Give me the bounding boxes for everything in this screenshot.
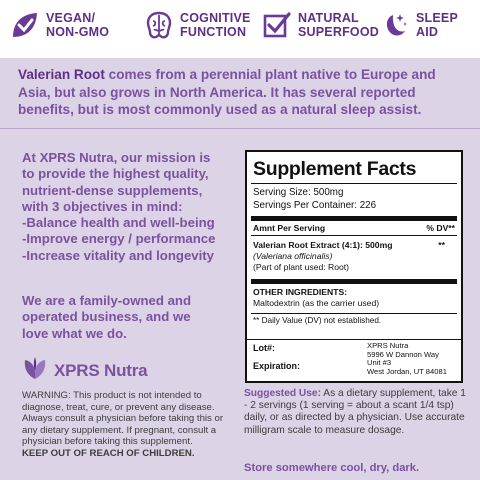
mission-line: -Balance health and well-being: [22, 215, 215, 231]
manufacturer-address: [367, 342, 447, 376]
badge-line2: NON-GMO: [46, 25, 110, 39]
suggested-use: [244, 388, 466, 437]
badge-vegan: [8, 8, 109, 42]
warning-text: [22, 390, 236, 460]
brand-name: XPRS Nutra: [54, 360, 148, 380]
ingredient-dv: **: [438, 240, 445, 250]
mission-line: with 3 objectives in mind:: [22, 198, 183, 214]
mission-statement: [22, 150, 232, 264]
badge-line2: FUNCTION: [180, 25, 247, 39]
lot-label: Lot#:: [253, 343, 275, 353]
warning-body: WARNING: This product is not intended to diagnose, treat, cure, or prevent any disease. Always consult a physician before taking this or any dietary supplement. If pregnant, consult a physician before taking this supplement.: [22, 390, 224, 448]
other-ingredients: [247, 284, 461, 311]
brand-logo: [22, 355, 147, 386]
family-line: operated business, and we: [22, 309, 191, 325]
badge-line2: AID: [416, 25, 439, 39]
intro-paragraph: [18, 66, 466, 119]
address-line: 5996 W Dannon Way: [367, 349, 439, 359]
family-statement: [22, 293, 232, 342]
suggested-use-label: Suggested Use:: [244, 388, 321, 399]
lot-block: [253, 342, 300, 372]
facts-title: Supplement Facts: [253, 158, 417, 180]
other-title: OTHER INGREDIENTS:: [253, 287, 348, 297]
badge-line1: NATURAL: [298, 11, 359, 25]
mission-line: nutrient-dense supplements,: [22, 182, 203, 198]
intro-text: comes from a perennial plant native to Europe and Asia, but also grows in North America. It has several reported benefits, but is most commonly used as a natural sleep assist.: [18, 67, 436, 117]
facts-rule: [247, 339, 461, 340]
feature-badge-bar: [0, 0, 480, 58]
expiration-label: Expiration:: [253, 361, 301, 371]
badge-sleep: [378, 8, 458, 42]
intro-highlight: Valerian Root: [18, 67, 105, 82]
moon-stars-icon: [378, 8, 412, 42]
storage-instructions: Store somewhere cool, dry, dark.: [244, 462, 420, 474]
badge-line1: SLEEP: [416, 11, 458, 25]
other-text: Maltodextrin (as the carrier used): [253, 298, 380, 308]
family-line: love what we do.: [22, 325, 127, 341]
address-line: West Jordan, UT 84081: [367, 366, 447, 376]
dv-header: % DV**: [426, 223, 455, 233]
leaf-logo-icon: [22, 355, 48, 386]
badge-natural: [260, 8, 379, 42]
address-line: Unit #3: [367, 358, 392, 368]
checkbox-icon: [260, 8, 294, 42]
badge-line1: VEGAN/: [46, 11, 96, 25]
lot-section: [247, 339, 461, 376]
ingredient-amount: 500mg: [365, 240, 393, 250]
amount-header: Amnt Per Serving: [253, 223, 326, 233]
ingredient-part: (Part of plant used: Root): [253, 262, 350, 272]
address-line: XPRS Nutra: [367, 341, 409, 350]
leaf-check-icon: [8, 8, 42, 42]
facts-footnote: ** Daily Value (DV) not established.: [253, 316, 382, 325]
badge-cognitive: [142, 8, 251, 42]
suggested-use-text: As a dietary supplement, take 1 - 2 servings (1 serving = about a scant 1/4 tsp) daily, or as directed by a physician. Use accurate milligram scale to measure dosage.: [244, 388, 466, 436]
ingredient-row: [247, 236, 461, 275]
warning-strong: KEEP OUT OF REACH OF CHILDREN.: [22, 447, 195, 459]
brain-icon: [142, 8, 176, 42]
ingredient-latin: (Valeriana officinalis): [253, 251, 333, 261]
badge-line2: SUPERFOOD: [298, 25, 379, 39]
servings-per-container: Servings Per Container: 226: [253, 199, 377, 211]
mission-line: to provide the highest quality,: [22, 166, 209, 182]
mission-line: At XPRS Nutra, our mission is: [22, 150, 211, 165]
badge-line1: COGNITIVE: [180, 11, 251, 25]
divider: [0, 128, 480, 129]
ingredient-name: Valerian Root Extract (4:1):: [253, 240, 363, 250]
serving-size: Serving Size: 500mg: [253, 187, 344, 198]
facts-rule: [251, 183, 457, 184]
facts-header-row: [247, 221, 461, 235]
supplement-facts-panel: [245, 150, 463, 383]
mission-line: -Improve energy / performance: [22, 231, 216, 247]
family-line: We are a family-owned and: [22, 293, 192, 308]
mission-line: -Increase vitality and longevity: [22, 247, 215, 263]
